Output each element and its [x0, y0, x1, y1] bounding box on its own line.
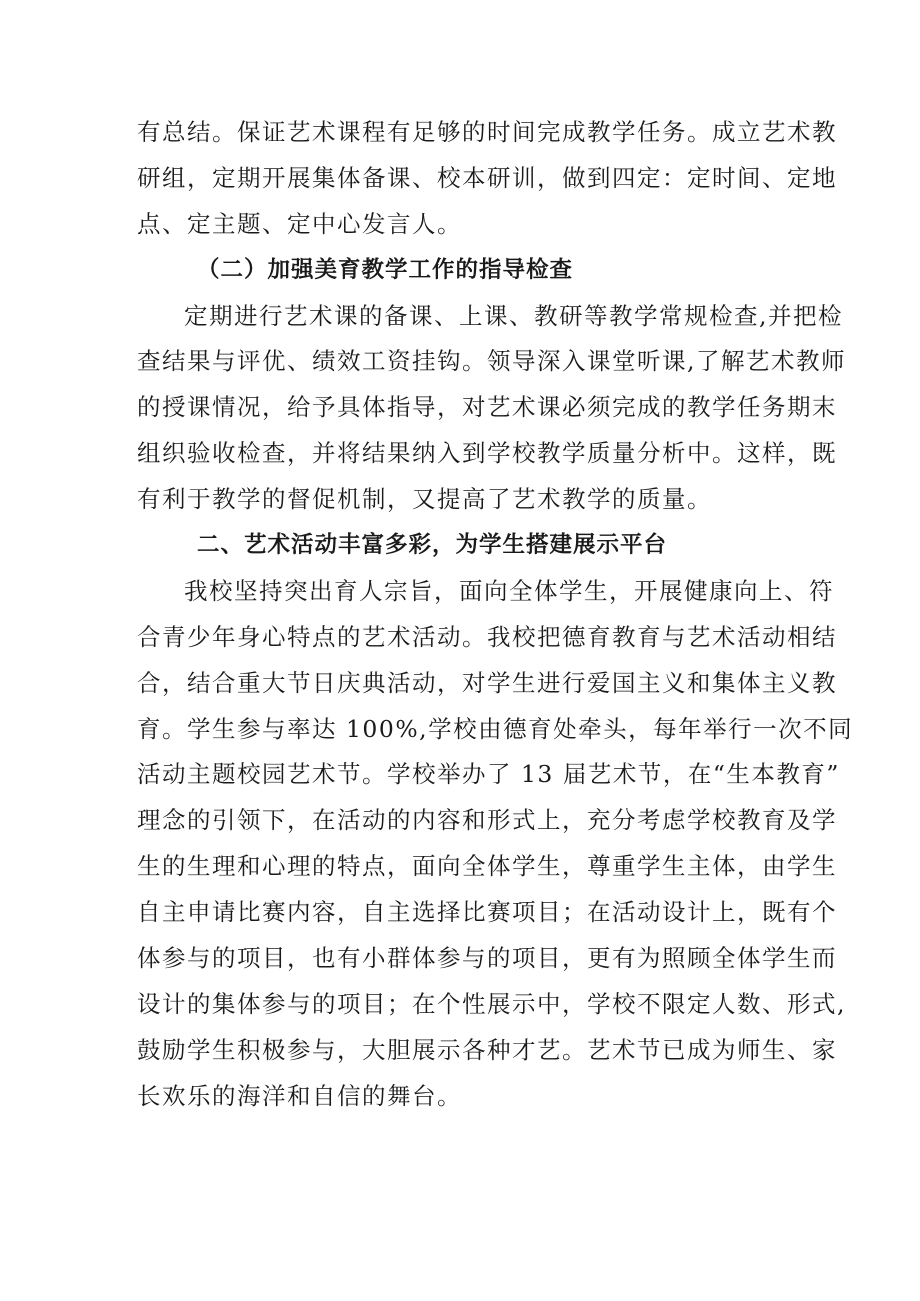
paragraph-line: 鼓励学生积极参与，大胆展示各种才艺。艺术节已成为师生、家: [137, 1035, 837, 1064]
paragraph-line: 设计的集体参与的项目；在个性展示中，学校不限定人数、形式,: [137, 989, 846, 1018]
paragraph-line: 的授课情况，给予具体指导，对艺术课必须完成的教学任务期末: [137, 393, 837, 422]
paragraph-line: 理念的引领下，在活动的内容和形式上，充分考虑学校教育及学: [137, 806, 837, 835]
document-body: [137, 110, 854, 1120]
section-heading: （二）加强美育教学工作的指导检查: [197, 256, 574, 283]
paragraph-line: 体参与的项目，也有小群体参与的项目，更有为照顾全体学生而: [137, 944, 837, 973]
paragraph-line: 长欢乐的海洋和自信的舞台。: [137, 1081, 462, 1110]
paragraph-line: 我校坚持突出育人宗旨，面向全体学生，开展健康向上、符: [184, 576, 834, 605]
paragraph-line: 定期进行艺术课的备课、上课、教研等教学常规检查,并把检: [184, 301, 843, 330]
paragraph-line: 生的生理和心理的特点，面向全体学生，尊重学生主体，由学生: [137, 852, 837, 881]
section-heading: 二、艺术活动丰富多彩，为学生搭建展示平台: [197, 532, 668, 559]
paragraph-line: 育。学生参与率达 100%,学校由德育处牵头，每年举行一次不同: [137, 714, 854, 743]
paragraph-line: 合青少年身心特点的艺术活动。我校把德育教育与艺术活动相结: [137, 622, 837, 651]
paragraph-line: 查结果与评优、绩效工资挂钩。领导深入课堂听课,了解艺术教师: [137, 347, 846, 376]
paragraph-line: 活动主题校园艺术节。学校举办了 13 届艺术节，在“生本教育”: [137, 760, 840, 789]
paragraph-line: 合，结合重大节日庆典活动，对学生进行爱国主义和集体主义教: [137, 668, 837, 697]
paragraph-line: 组织验收检查，并将结果纳入到学校教学质量分析中。这样，既: [137, 439, 837, 468]
paragraph-line: 自主申请比赛内容，自主选择比赛项目；在活动设计上，既有个: [137, 898, 837, 927]
paragraph-line: 有总结。保证艺术课程有足够的时间完成教学任务。成立艺术教: [137, 118, 837, 146]
paragraph-line: 有利于教学的督促机制，又提高了艺术教学的质量。: [137, 485, 712, 514]
paragraph-line: 点、定主题、定中心发言人。: [137, 209, 462, 238]
paragraph-line: 研组，定期开展集体备课、校本研训，做到四定：定时间、定地: [137, 163, 837, 192]
